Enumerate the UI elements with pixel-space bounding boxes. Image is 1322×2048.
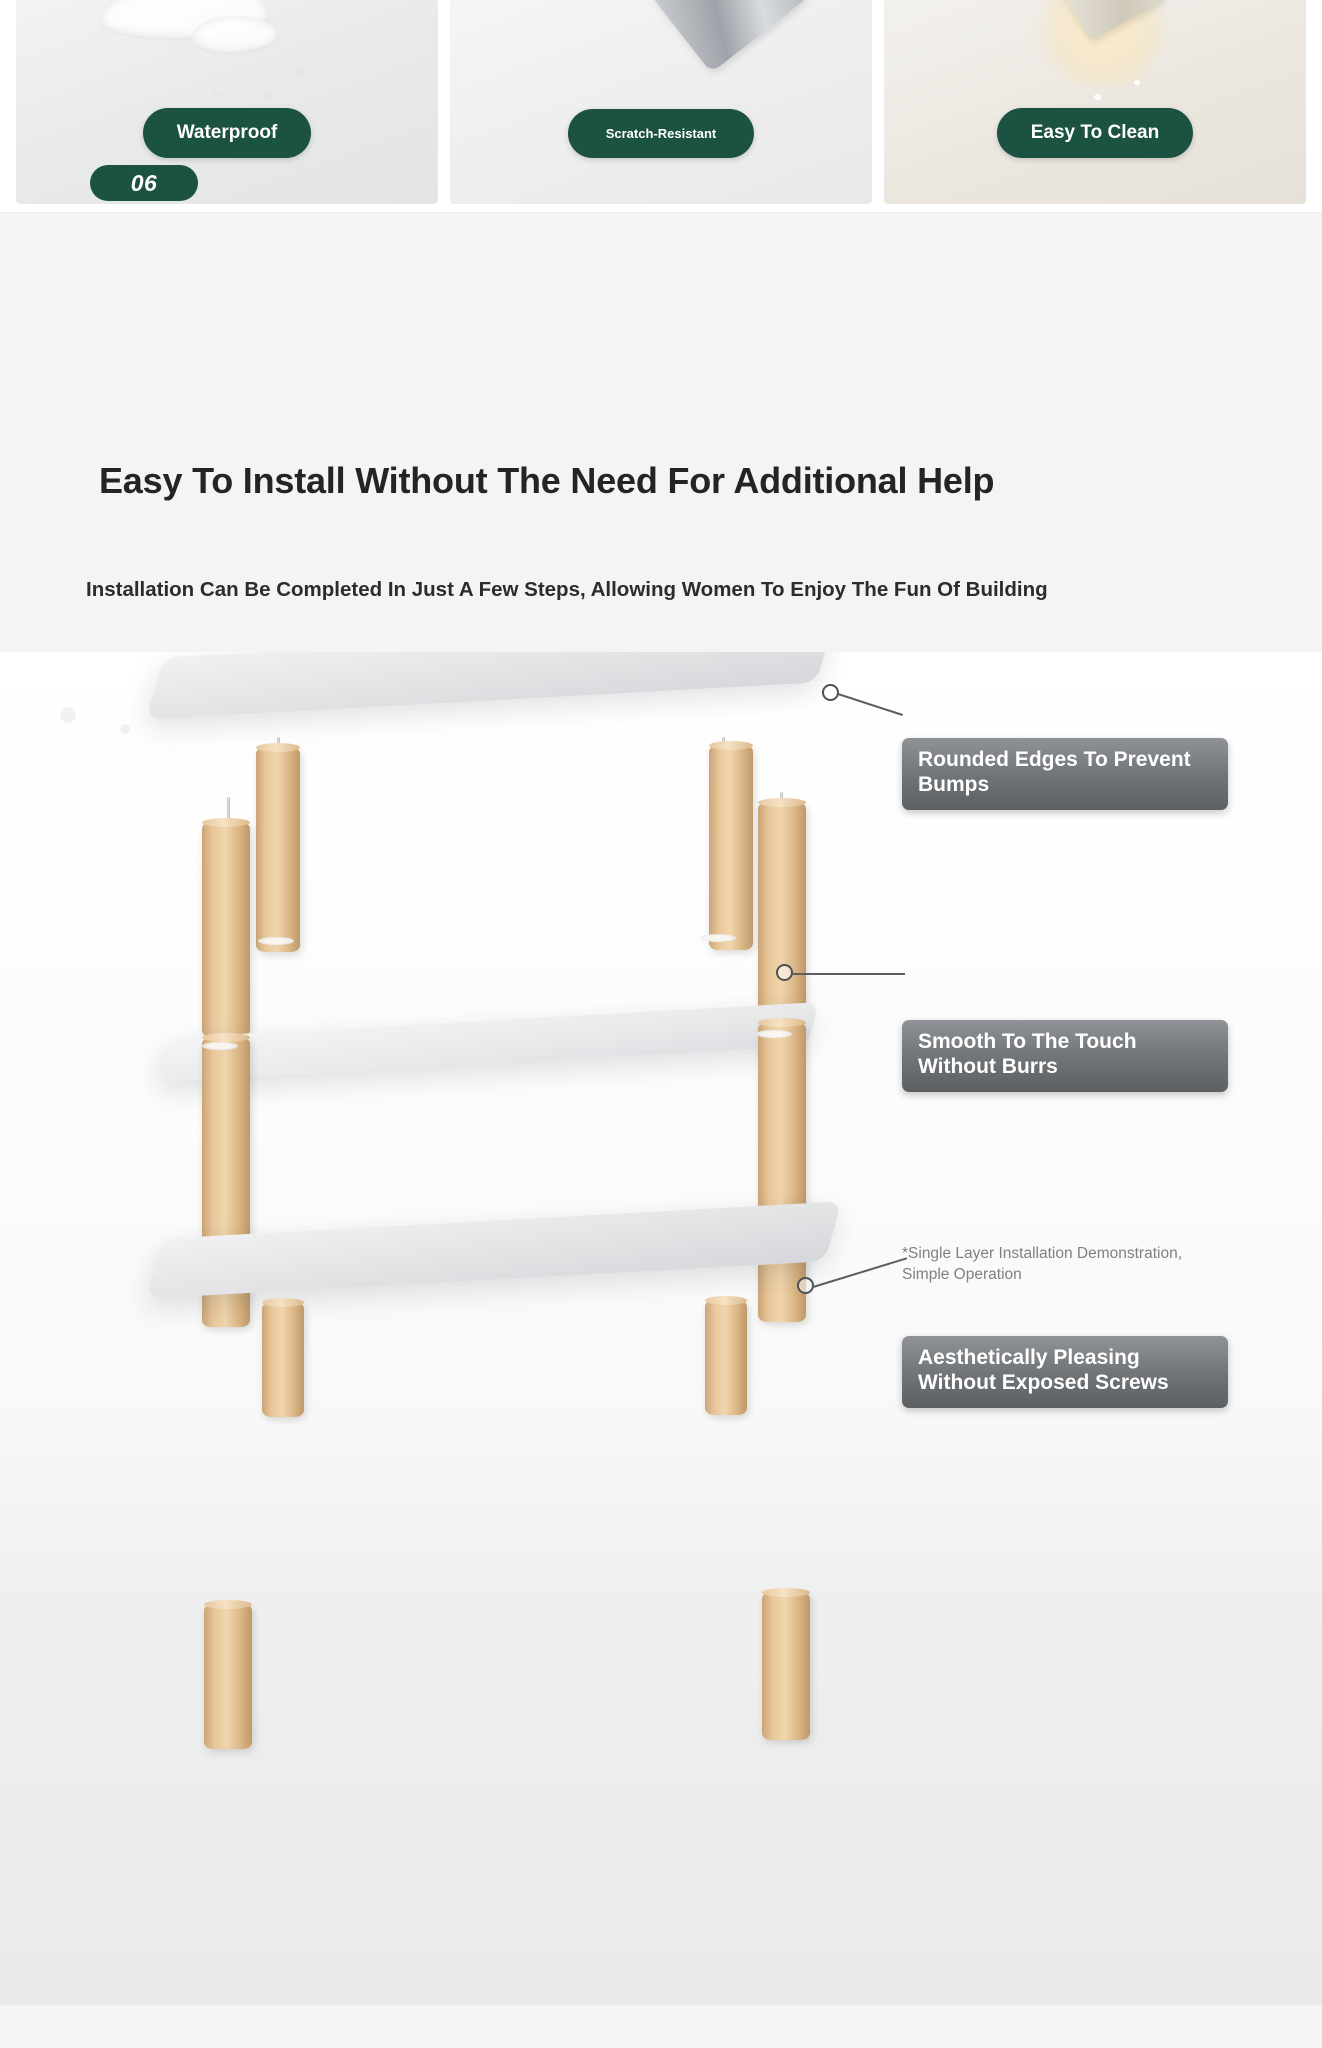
speck-icon xyxy=(1094,94,1101,100)
callout-marker-smooth-touch xyxy=(776,964,793,981)
installation-footnote xyxy=(902,1244,1182,1286)
callout-marker-no-exposed-screws xyxy=(797,1277,814,1294)
section-number-badge: 06 xyxy=(90,165,198,201)
feature-label-scratch-resistant: Scratch-Resistant xyxy=(568,109,755,158)
table-leg-upper-right xyxy=(709,745,753,950)
speck-icon xyxy=(1134,80,1140,85)
callout-line-1: Aesthetically Pleasing xyxy=(918,1346,1140,1369)
installation-illustration xyxy=(0,652,1322,2004)
footnote-line-1: *Single Layer Installation Demonstration, xyxy=(902,1245,1183,1262)
page-title: Easy To Install Without The Need For Additional Help xyxy=(99,460,995,501)
callout-line-2: Without Burrs xyxy=(918,1054,1058,1078)
callout-line-1: Smooth To The Touch xyxy=(918,1030,1137,1053)
water-speck-icon xyxy=(298,68,304,73)
page-subtitle: Installation Can Be Completed In Just A Few Steps, Allowing Women To Enjoy The Fun Of Building xyxy=(86,578,1048,601)
callout-no-exposed-screws xyxy=(902,1336,1228,1408)
washer xyxy=(756,1030,792,1038)
feature-label-easy-to-clean: Easy To Clean xyxy=(997,108,1193,158)
callout-rounded-edges xyxy=(902,738,1228,810)
callout-leader-line xyxy=(838,693,903,716)
table-leg-loose-right xyxy=(762,1592,810,1740)
callout-line-2: Bumps xyxy=(918,772,990,796)
washer xyxy=(700,934,736,942)
footnote-line-2: Simple Operation xyxy=(902,1265,1022,1283)
table-middle-shelf xyxy=(157,1002,820,1082)
water-speck-icon xyxy=(264,90,272,96)
feature-card-scratch-resistant xyxy=(450,0,872,204)
callout-smooth-touch xyxy=(902,1020,1228,1092)
table-leg-detached-left xyxy=(262,1302,304,1417)
callout-marker-rounded-edges xyxy=(822,684,839,701)
feature-card-strip xyxy=(0,0,1322,212)
callout-leader-line xyxy=(813,1257,907,1288)
callout-line-2: Without Exposed Screws xyxy=(918,1370,1169,1394)
table-bottom-panel xyxy=(146,1201,842,1298)
background-dot xyxy=(60,707,76,723)
callout-leader-line xyxy=(793,973,905,975)
table-leg-upper-left xyxy=(256,747,300,952)
table-leg-upper-front-left xyxy=(202,822,250,1037)
washer xyxy=(202,1042,238,1050)
table-leg-detached-right xyxy=(705,1300,747,1415)
table-leg-upper-front-right xyxy=(758,802,806,1022)
feature-card-easy-to-clean xyxy=(884,0,1306,204)
water-droplet-secondary-icon xyxy=(192,16,278,52)
feature-label-waterproof: Waterproof xyxy=(143,108,312,158)
page-bottom-divider xyxy=(0,2004,1322,2048)
table-top-panel xyxy=(146,652,834,719)
feature-card-waterproof xyxy=(16,0,438,204)
table-leg-loose-left xyxy=(204,1604,252,1749)
table-leg-lower-front-right xyxy=(758,1022,806,1322)
washer xyxy=(258,937,294,945)
water-speck-icon xyxy=(214,84,226,93)
knife-blade-icon xyxy=(653,0,807,73)
floor-surface xyxy=(0,1427,1322,2004)
callout-line-1: Rounded Edges To Prevent xyxy=(918,748,1191,771)
background-dot xyxy=(120,724,130,734)
